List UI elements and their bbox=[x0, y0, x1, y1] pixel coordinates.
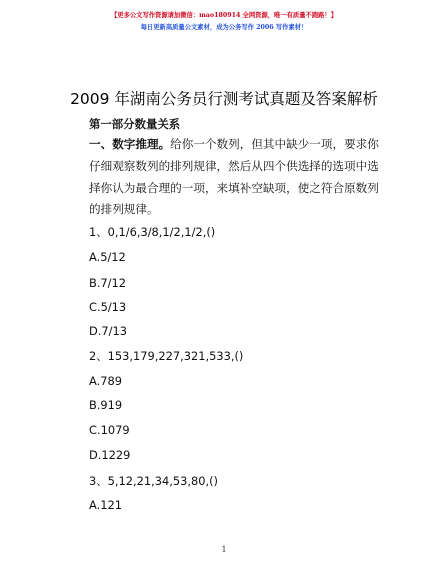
question-2-option-b: B.919 bbox=[89, 398, 123, 412]
question-2-option-a: A.789 bbox=[89, 374, 122, 388]
instructions-body: 给你一个数列，但其中缺少一项，要求你仔细观察数列的排列规律，然后从四个供选择的选项中选择你认为最合理的一项，来填补空缺项，使之符合原数列的排列规律。 bbox=[89, 137, 379, 217]
question-1-option-a: A.5/12 bbox=[89, 250, 126, 264]
page-number: 1 bbox=[221, 545, 227, 554]
question-1-option-b: B.7/12 bbox=[89, 276, 127, 290]
promo-banner-line-2: 每日更新高质量公文素材，成为公务写作 2006 写作素材！ bbox=[140, 24, 308, 31]
question-3-option-a: A.121 bbox=[89, 498, 122, 512]
question-1-option-c: C.5/13 bbox=[89, 300, 127, 314]
question-2-stem: 2、153,179,227,321,533,() bbox=[89, 349, 244, 363]
promo-banner-line-1: 【更多公文写作资源请加微信：mao180914 全网资源，唯一有质量不跑路！】 bbox=[110, 12, 338, 19]
instructions-lead: 一、数字推理。 bbox=[89, 137, 171, 151]
section-title: 第一部分数量关系 bbox=[89, 117, 181, 131]
question-3-stem: 3、5,12,21,34,53,80,() bbox=[89, 474, 218, 488]
document-title: 2009 年湖南公务员行测考试真题及答案解析 bbox=[70, 90, 378, 108]
question-2-option-c: C.1079 bbox=[89, 423, 130, 437]
instructions-paragraph bbox=[89, 134, 389, 221]
question-2-option-d: D.1229 bbox=[89, 448, 131, 462]
question-1-option-d: D.7/13 bbox=[89, 324, 127, 338]
question-1-stem: 1、0,1/6,3/8,1/2,1/2,() bbox=[89, 225, 216, 239]
